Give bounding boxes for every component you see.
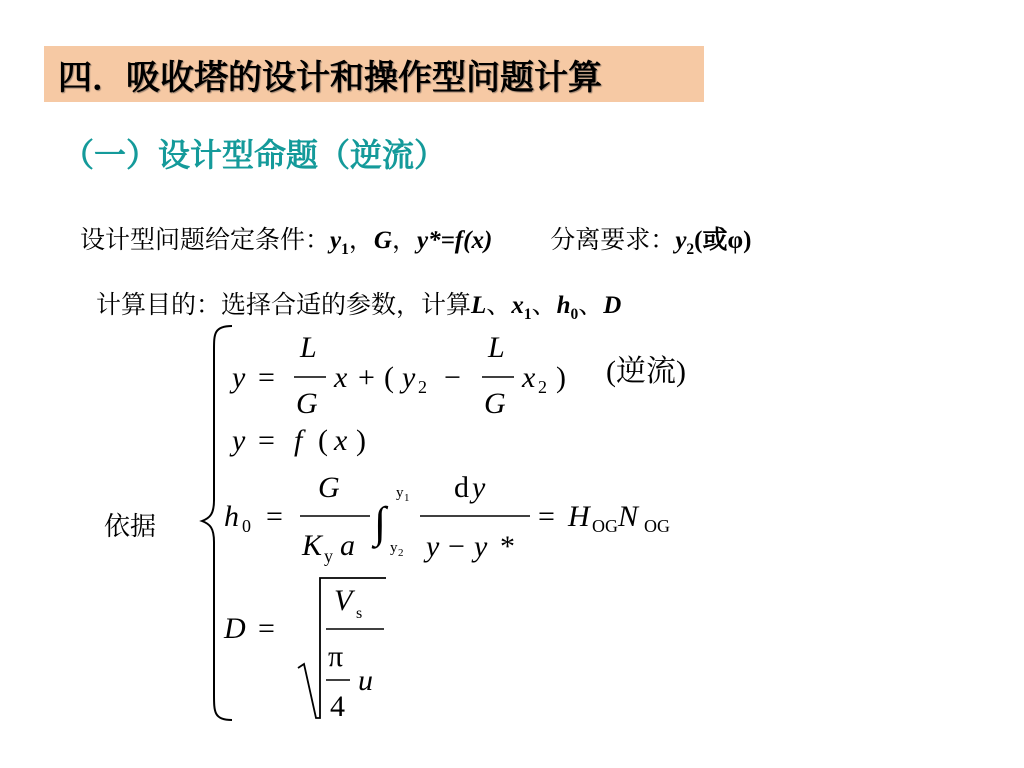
- svg-text:0: 0: [242, 516, 251, 536]
- requirement-label: 分离要求：: [550, 225, 676, 254]
- svg-text:L: L: [300, 331, 317, 364]
- purpose-sep1: 、: [486, 290, 512, 319]
- svg-text:G: G: [318, 471, 340, 504]
- y1-var: $y_1$: [330, 227, 349, 258]
- svg-text:x: x: [334, 424, 348, 457]
- svg-text:G: G: [484, 387, 506, 420]
- equilibrium-equation: [229, 424, 366, 457]
- svg-text:=: =: [258, 361, 275, 394]
- svg-text:OG: OG: [644, 516, 670, 536]
- svg-text:2: 2: [538, 377, 547, 397]
- svg-text:2: 2: [418, 377, 427, 397]
- svg-text:y: y: [390, 540, 398, 556]
- svg-text:y: y: [232, 361, 246, 394]
- packed-height-equation: [224, 471, 670, 566]
- d-var: D: [603, 292, 622, 319]
- svg-text:N: N: [618, 500, 639, 533]
- svg-text:y: y: [402, 361, 416, 394]
- svg-text:*: *: [500, 530, 515, 563]
- svg-text:): ): [556, 361, 566, 394]
- purpose-sep2: 、: [531, 290, 557, 319]
- purpose-sep3: 、: [578, 290, 604, 319]
- svg-text:u: u: [358, 664, 373, 697]
- svg-text:G: G: [296, 387, 318, 420]
- svg-text:y: y: [232, 424, 246, 457]
- svg-text:s: s: [356, 605, 363, 622]
- svg-text:K: K: [302, 529, 323, 562]
- section-title: 四．吸收塔的设计和操作型问题计算: [58, 57, 602, 98]
- given-sep1: ，: [348, 225, 374, 254]
- svg-text:−: −: [448, 530, 465, 563]
- purpose-label: 计算目的：选择合适的参数，计算: [96, 290, 472, 319]
- svg-text:1: 1: [404, 492, 410, 504]
- svg-text:y: y: [472, 471, 486, 504]
- svg-text:4: 4: [330, 690, 345, 723]
- svg-text:x: x: [334, 361, 348, 394]
- svg-text:−: −: [444, 361, 461, 394]
- svg-text:y: y: [474, 530, 488, 563]
- svg-text:y: y: [324, 546, 333, 566]
- equilibrium-relation: y*=f(x): [416, 227, 493, 254]
- subtitle: （一）设计型命题（逆流）: [62, 136, 447, 174]
- svg-text:y: y: [396, 485, 404, 501]
- svg-text:(: (: [318, 424, 328, 457]
- svg-text:V: V: [334, 584, 353, 617]
- svg-text:∫: ∫: [374, 498, 387, 547]
- y2-var: $y_2$: [675, 227, 695, 258]
- svg-text:H: H: [568, 500, 590, 533]
- svg-text:π: π: [328, 640, 344, 673]
- h0-var: $h_0$: [556, 292, 579, 323]
- svg-text:f: f: [294, 424, 303, 457]
- svg-text:=: =: [258, 612, 275, 645]
- svg-text:a: a: [340, 529, 355, 562]
- x1-var: $x_1$: [511, 292, 532, 323]
- svg-text:2: 2: [398, 547, 404, 559]
- svg-text:): ): [356, 424, 366, 457]
- svg-text:h: h: [224, 500, 239, 533]
- svg-text:y: y: [426, 530, 440, 563]
- counterflow-note: (逆流): [606, 355, 686, 388]
- svg-text:x: x: [522, 361, 536, 394]
- svg-text:+: +: [358, 361, 375, 394]
- operating-line-equation: [229, 331, 686, 420]
- given-sep2: ，: [391, 225, 417, 254]
- l-var: L: [471, 292, 487, 319]
- basis-label: 依据: [104, 512, 157, 542]
- svg-text:=: =: [258, 424, 275, 457]
- tower-diameter-equation: [223, 578, 386, 723]
- y2-alt: (或φ): [694, 227, 752, 254]
- svg-text:=: =: [538, 500, 555, 533]
- given-label: 设计型问题给定条件：: [80, 225, 331, 254]
- svg-text:OG: OG: [592, 516, 618, 536]
- svg-text:D: D: [224, 612, 246, 645]
- svg-text:d: d: [454, 471, 469, 504]
- g-var: G: [373, 227, 392, 254]
- svg-text:(: (: [384, 361, 394, 394]
- svg-text:=: =: [266, 500, 283, 533]
- svg-text:L: L: [488, 331, 505, 364]
